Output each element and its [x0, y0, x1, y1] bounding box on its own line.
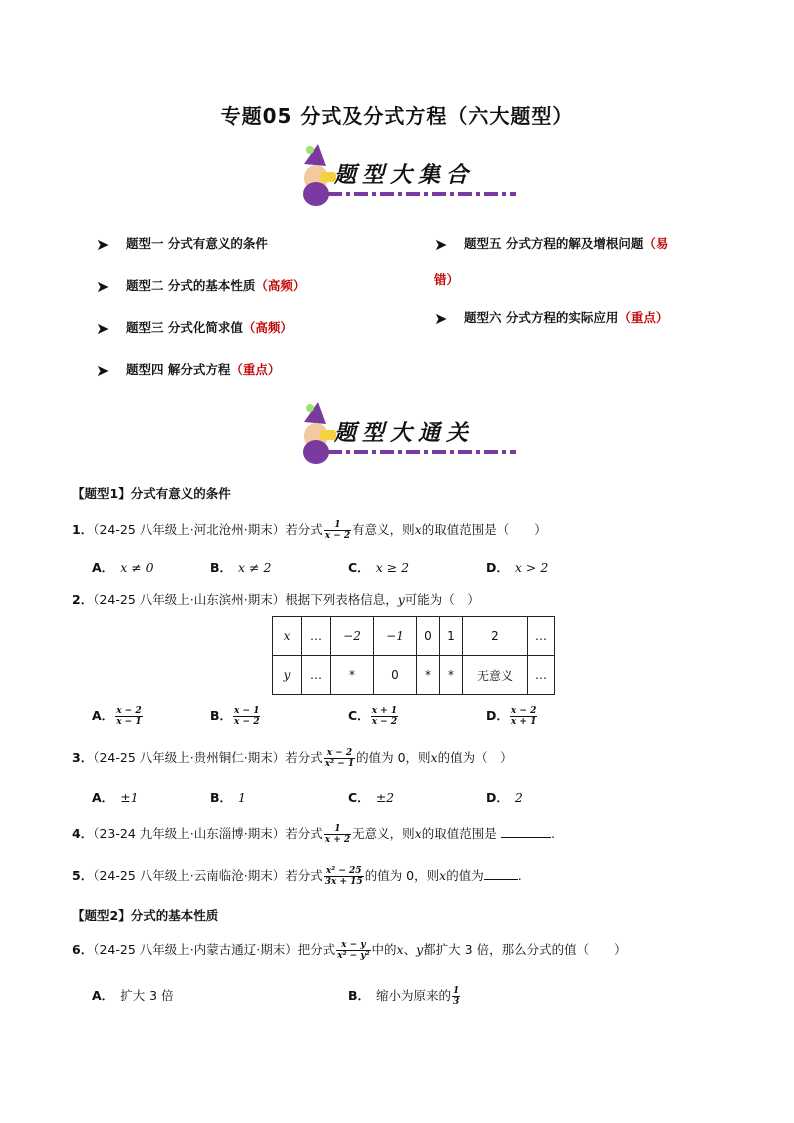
answer-blank[interactable] — [501, 837, 551, 838]
toc-item-3[interactable]: ➤ 题型三 分式化简求值（高频） — [96, 319, 293, 338]
option-c[interactable]: C． x ≥ 2 — [348, 560, 410, 575]
arrow-bullet-icon: ➤ — [96, 319, 110, 338]
option-a[interactable]: A． $\frac{x - 2}{x - 1}$ — [92, 706, 142, 727]
toc-item-1[interactable]: ➤ 题型一 分式有意义的条件 — [96, 235, 268, 254]
question-1: 1．（24-25 八年级上·河北沧州·期末）若分式 $\frac{1}{x - 2}$ 有意义，则x的取值范围是（ ） — [72, 520, 547, 541]
banner-title: 题型大集合 — [334, 162, 475, 188]
banner-question-practice — [296, 400, 520, 470]
banner-title: 题型大通关 — [334, 420, 475, 446]
toc-item-5-tag-cont: 错） — [434, 272, 460, 287]
option-b[interactable]: B． 1 — [210, 790, 246, 805]
toc-item-6[interactable]: ➤ 题型六 分式方程的实际应用（重点） — [434, 309, 669, 328]
option-b[interactable]: B． 缩小为原来的 $\frac{1}{3}$ — [348, 986, 460, 1007]
option-a[interactable]: A． x ≠ 0 — [92, 560, 154, 575]
fraction: $\frac{1}{x + 2}$ — [324, 824, 351, 845]
toc-item-5[interactable]: ➤ 题型五 分式方程的解及增根问题（易 — [434, 235, 669, 254]
option-d[interactable]: D． x > 2 — [486, 560, 549, 575]
toc-item-2[interactable]: ➤ 题型二 分式的基本性质（高频） — [96, 277, 306, 296]
option-d[interactable]: D． 2 — [486, 790, 523, 805]
answer-blank[interactable] — [484, 879, 518, 880]
fraction: $\frac{x - 2}{\text{x² − 1}}$ — [324, 748, 355, 769]
option-c[interactable]: C． ±2 — [348, 790, 395, 805]
fraction: $\frac{\text{x² − 25}}{3x + 15}$ — [324, 866, 363, 887]
arrow-bullet-icon: ➤ — [96, 361, 110, 380]
option-a[interactable]: A． 扩大 3 倍 — [92, 988, 174, 1003]
question-2: 2．（24-25 八年级上·山东滨州·期末）根据下列表格信息，y可能为（ ） — [72, 592, 480, 607]
question-4: 4．（23-24 九年级上·山东淄博·期末）若分式 $\frac{1}{x + 2}$ 无意义，则x的取值范围是 . — [72, 824, 556, 845]
question-3: 3．（24-25 八年级上·贵州铜仁·期末）若分式 $\frac{x - 2}{\text{x² − 1}}$ 的值为 0，则x的值为（ ） — [72, 748, 513, 769]
option-b[interactable]: B． $\frac{x - 1}{x - 2}$ — [210, 706, 260, 727]
arrow-bullet-icon: ➤ — [434, 235, 448, 254]
option-d[interactable]: D． $\frac{x - 2}{x + 1}$ — [486, 706, 537, 727]
page-title: 专题05 分式及分式方程（六大题型） — [220, 104, 574, 128]
fraction: $\frac{x - y}{\text{x² − y²}}$ — [337, 940, 370, 961]
arrow-bullet-icon: ➤ — [96, 235, 110, 254]
fraction: $\frac{1}{x - 2}$ — [324, 520, 351, 541]
banner-question-types — [296, 142, 520, 212]
question-5: 5．（24-25 八年级上·云南临沧·期末）若分式 $\frac{\text{x² − 25}}{3x + 15}$ 的值为 0，则x的值为 . — [72, 866, 522, 887]
table-row: x … −2 −1 0 1 2 … — [273, 617, 555, 656]
arrow-bullet-icon: ➤ — [96, 277, 110, 296]
option-a[interactable]: A． ±1 — [92, 790, 139, 805]
section-heading: 【题型1】分式有意义的条件 — [72, 486, 231, 501]
table-row: y … * 0 * * 无意义 … — [273, 656, 555, 695]
toc-item-4[interactable]: ➤ 题型四 解分式方程（重点） — [96, 361, 281, 380]
option-b[interactable]: B． x ≠ 2 — [210, 560, 272, 575]
value-table — [272, 616, 555, 695]
arrow-bullet-icon: ➤ — [434, 309, 448, 328]
section-heading: 【题型2】分式的基本性质 — [72, 908, 219, 923]
question-6: 6．（24-25 八年级上·内蒙古通辽·期末）把分式 $\frac{x - y}{\text{x² − y²}}$ 中的x、y都扩大 3 倍，那么分式的值（ ） — [72, 940, 627, 961]
option-c[interactable]: C． $\frac{x + 1}{x - 2}$ — [348, 706, 398, 727]
